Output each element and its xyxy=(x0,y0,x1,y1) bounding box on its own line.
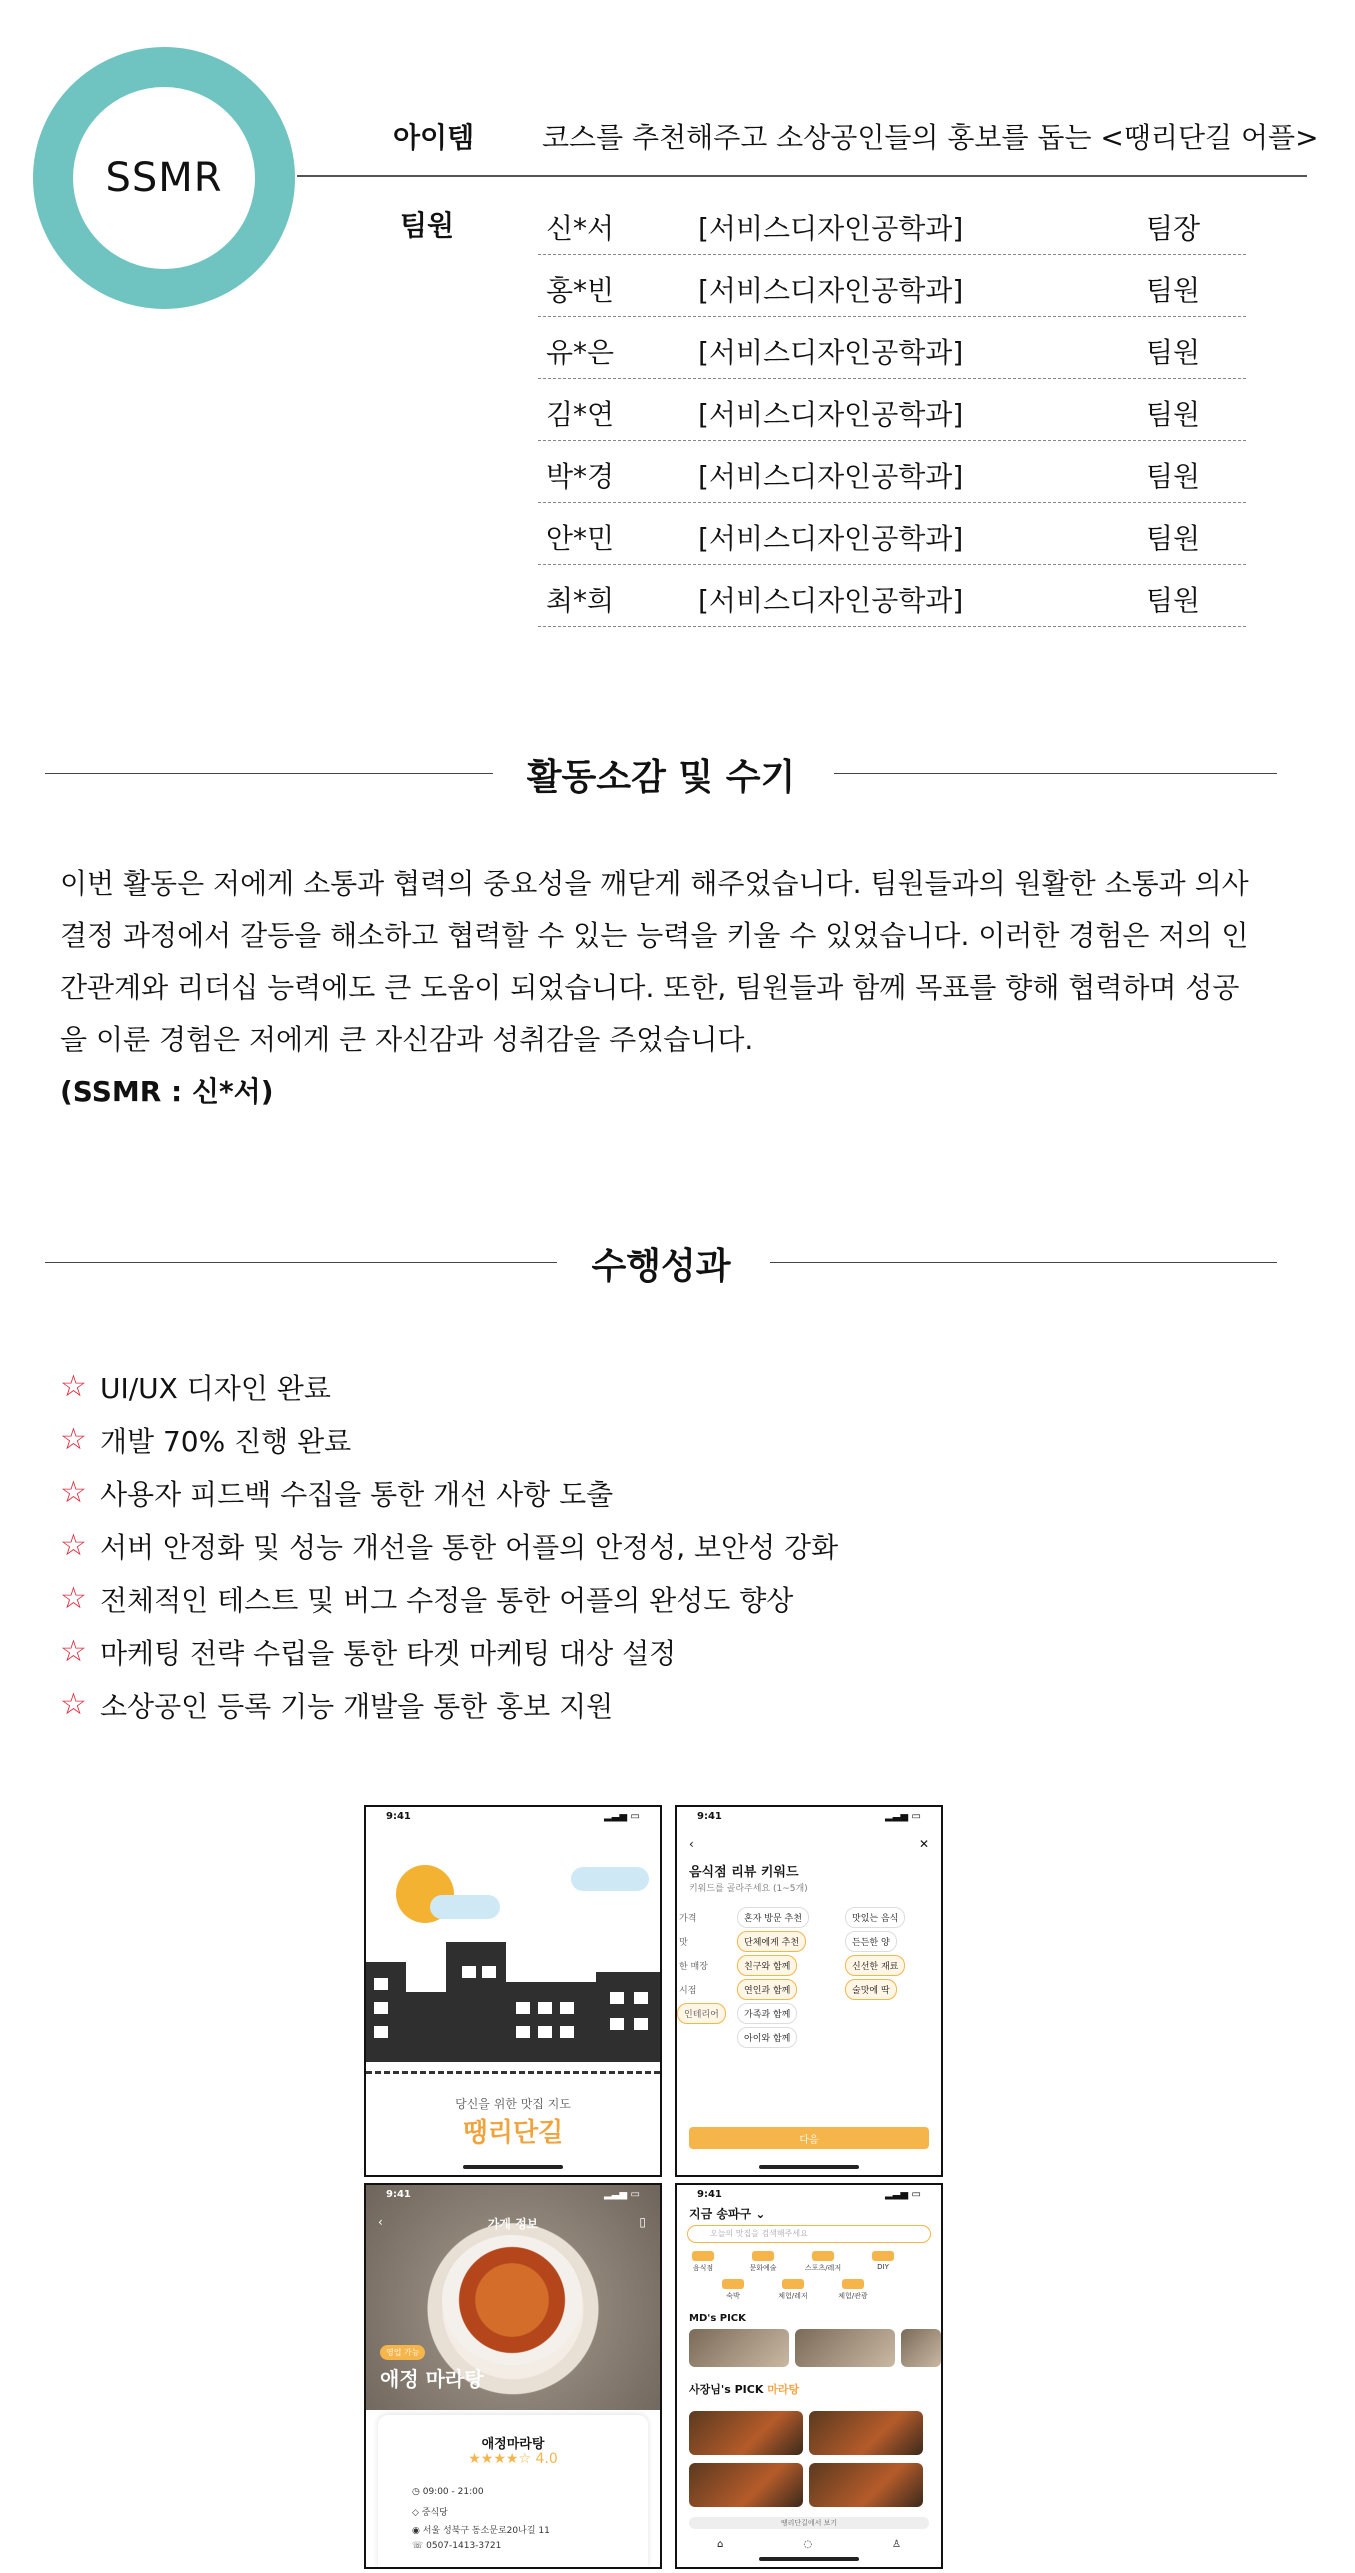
road-illustration xyxy=(366,2071,660,2074)
member-role: 팀원 xyxy=(1146,584,1201,617)
list-item xyxy=(60,1466,1160,1519)
keyword-chip[interactable]: 연인과 함께 xyxy=(737,1979,797,2000)
store-screen-mockup xyxy=(364,2183,662,2569)
member-department: [서비스디자인공학과] xyxy=(698,336,964,369)
keyword-chip[interactable]: 가족과 함께 xyxy=(737,2003,797,2024)
close-icon[interactable]: ✕ xyxy=(918,1837,929,1851)
status-bar xyxy=(677,1807,941,1829)
keyword-row-label: 한 매장 xyxy=(679,1962,708,1972)
category-icon xyxy=(782,2279,804,2289)
keyword-chip[interactable]: 술맛에 딱 xyxy=(845,1979,897,2000)
member-role: 팀원 xyxy=(1146,274,1201,307)
location-selector[interactable]: 지금 송파구 ⌄ xyxy=(689,2207,766,2221)
home-icon[interactable]: ⌂ xyxy=(716,2539,724,2550)
achievement-text: UI/UX 디자인 완료 xyxy=(100,1371,331,1405)
view-more-button[interactable]: 땡리단길에서 보기 xyxy=(689,2517,929,2529)
achievement-text: 개발 70% 진행 완료 xyxy=(100,1424,352,1458)
member-department: [서비스디자인공학과] xyxy=(698,584,964,617)
back-icon[interactable]: ‹ xyxy=(689,1837,694,1851)
keyword-chip[interactable]: 든든한 양 xyxy=(845,1931,897,1952)
home-indicator xyxy=(759,2165,859,2169)
list-item xyxy=(60,1572,1160,1625)
home-indicator xyxy=(463,2165,563,2169)
achievement-list xyxy=(60,1360,1160,1731)
owner-pick-card[interactable] xyxy=(809,2463,923,2507)
category-icon xyxy=(812,2251,834,2261)
keyword-row-label: 맛 xyxy=(679,1938,688,1948)
md-pick-card[interactable] xyxy=(689,2329,789,2367)
category-item[interactable]: 음식점 xyxy=(683,2251,723,2273)
keyword-chip[interactable]: 단체에게 추천 xyxy=(737,1931,806,1952)
city-skyline-illustration xyxy=(366,1922,660,2062)
team-logo-text: SSMR xyxy=(105,155,223,201)
category-icon xyxy=(842,2279,864,2289)
store-name: 애정 마라탕 xyxy=(380,2367,484,2391)
status-bar xyxy=(366,2185,660,2207)
item-label: 아이템 xyxy=(393,121,475,154)
achievement-text: 서버 안정화 및 성능 개선을 통한 어플의 안정성, 보안성 강화 xyxy=(100,1530,839,1564)
member-name: 신*서 xyxy=(546,212,615,245)
member-name: 홍*빈 xyxy=(546,274,615,307)
store-screen-title: 가게 정보 xyxy=(487,2217,539,2231)
category-item[interactable]: 체험/관광 xyxy=(833,2279,873,2301)
achievement-text: 전체적인 테스트 및 버그 수정을 통한 어플의 완성도 향상 xyxy=(100,1583,794,1617)
keyword-title: 음식점 리뷰 키워드 xyxy=(689,1865,799,1880)
member-name: 안*민 xyxy=(546,522,615,555)
tag-icon: ◇ xyxy=(412,2508,422,2518)
back-icon[interactable]: ‹ xyxy=(378,2215,383,2229)
tab-bar xyxy=(677,2539,941,2553)
member-row xyxy=(538,193,1246,255)
status-time: 9:41 xyxy=(697,2189,722,2200)
member-name: 유*은 xyxy=(546,336,615,369)
list-item xyxy=(60,1360,1160,1413)
category-icon xyxy=(752,2251,774,2261)
keyword-chip[interactable]: 친구와 함께 xyxy=(737,1955,797,1976)
food-image xyxy=(442,2235,582,2365)
list-item xyxy=(60,1519,1160,1572)
cloud-illustration xyxy=(571,1867,649,1891)
status-time: 9:41 xyxy=(386,1811,411,1822)
keyword-chip[interactable]: 혼자 방문 추천 xyxy=(737,1907,809,1928)
splash-screen-mockup xyxy=(364,1805,662,2177)
keyword-row-label: 인테리어 xyxy=(677,2003,726,2024)
keyword-subtitle: 키워드를 골라주세요 (1~5개) xyxy=(689,1884,808,1894)
member-roster xyxy=(538,193,1246,627)
member-name: 박*경 xyxy=(546,460,615,493)
achievement-text: 소상공인 등록 기능 개발을 통한 홍보 지원 xyxy=(100,1689,614,1723)
member-name: 최*희 xyxy=(546,584,615,617)
status-time: 9:41 xyxy=(697,1811,722,1822)
member-department: [서비스디자인공학과] xyxy=(698,522,964,555)
member-row xyxy=(538,565,1246,627)
member-department: [서비스디자인공학과] xyxy=(698,274,964,307)
status-badge: 영업 가능 xyxy=(380,2345,425,2360)
member-role: 팀원 xyxy=(1146,522,1201,555)
category-item[interactable]: 스포츠/레저 xyxy=(803,2251,843,2273)
category-item[interactable]: 문화예술 xyxy=(743,2251,783,2273)
home-screen-mockup xyxy=(675,2183,943,2569)
member-name: 김*연 xyxy=(546,398,615,431)
bookmark-icon[interactable]: ▯ xyxy=(639,2215,646,2229)
list-item xyxy=(60,1678,1160,1731)
reflection-heading-bar xyxy=(45,743,1277,803)
star-icon: ☆ xyxy=(60,1581,87,1616)
owner-pick-card[interactable] xyxy=(689,2463,803,2507)
member-department: [서비스디자인공학과] xyxy=(698,398,964,431)
member-row xyxy=(538,255,1246,317)
category-icon xyxy=(692,2251,714,2261)
star-icon: ☆ xyxy=(60,1687,87,1722)
battery-icon: ▂▃▅ ▭ xyxy=(603,1811,640,1822)
list-item xyxy=(60,1625,1160,1678)
keyword-screen-mockup xyxy=(675,1805,943,2177)
achievement-text: 사용자 피드백 수집을 통한 개선 사항 도출 xyxy=(100,1477,614,1511)
md-pick-card[interactable] xyxy=(901,2329,941,2367)
clock-icon: ◷ xyxy=(412,2487,423,2497)
app-logo: 땡리단길 xyxy=(462,2118,564,2148)
owner-pick-card[interactable] xyxy=(809,2411,923,2455)
keyword-chip[interactable]: 맛있는 음식 xyxy=(845,1907,905,1928)
keyword-row-label: 가격 xyxy=(679,1914,697,1924)
keyword-chip[interactable]: 신선한 재료 xyxy=(845,1955,905,1976)
md-pick-card[interactable] xyxy=(795,2329,895,2367)
store-category: ◇ 중식당 xyxy=(412,2508,448,2518)
member-department: [서비스디자인공학과] xyxy=(698,460,964,493)
star-icon: ☆ xyxy=(60,1475,87,1510)
category-item[interactable]: 체험/레저 xyxy=(773,2279,813,2301)
item-description: 코스를 추천해주고 소상공인들의 홍보를 돕는 <땡리단길 어플> xyxy=(542,121,1319,154)
category-item[interactable]: DIY xyxy=(863,2251,903,2271)
chevron-down-icon: ⌄ xyxy=(755,2207,766,2221)
star-icon: ☆ xyxy=(60,1528,87,1563)
store-address: ◉ 서울 성북구 동소문로20나길 11 xyxy=(412,2526,550,2536)
md-pick-heading: MD's PICK xyxy=(689,2313,746,2324)
map-icon[interactable]: ◌ xyxy=(803,2539,813,2550)
battery-icon: ▂▃▅ ▭ xyxy=(884,2189,921,2200)
rating-value: 4.0 xyxy=(535,2451,558,2467)
star-icon: ★★★★☆ xyxy=(468,2451,532,2467)
heading-rule-right xyxy=(834,773,1277,774)
achievement-text: 마케팅 전략 수립을 통한 타겟 마케팅 대상 설정 xyxy=(100,1636,677,1670)
member-row xyxy=(538,503,1246,565)
rating-stars xyxy=(378,2451,648,2467)
status-bar xyxy=(366,1807,660,1829)
results-heading-bar xyxy=(45,1232,1277,1292)
profile-icon[interactable]: ♙ xyxy=(892,2539,901,2550)
category-item[interactable]: 숙박 xyxy=(713,2279,753,2301)
next-button[interactable]: 다음 xyxy=(689,2127,929,2149)
member-row xyxy=(538,379,1246,441)
reflection-heading: 활동소감 및 수기 xyxy=(526,757,796,798)
heading-rule-right xyxy=(770,1262,1277,1263)
member-role: 팀원 xyxy=(1146,398,1201,431)
member-department: [서비스디자인공학과] xyxy=(698,212,964,245)
category-icon xyxy=(722,2279,744,2289)
header-divider xyxy=(297,175,1307,177)
star-icon: ☆ xyxy=(60,1422,87,1457)
splash-tagline: 당신을 위한 맛집 지도 xyxy=(455,2097,571,2111)
location-icon: ◉ xyxy=(412,2526,423,2536)
cloud-illustration xyxy=(430,1895,500,1919)
reflection-signature: (SSMR : 신*서) xyxy=(60,1075,274,1108)
search-input[interactable]: 오늘의 맛집을 검색해주세요 xyxy=(687,2225,931,2243)
results-heading: 수행성과 xyxy=(591,1246,731,1287)
store-phone: ☏ 0507-1413-3721 xyxy=(412,2541,502,2551)
member-role: 팀원 xyxy=(1146,460,1201,493)
status-time: 9:41 xyxy=(386,2189,411,2200)
owner-pick-card[interactable] xyxy=(689,2411,803,2455)
home-indicator xyxy=(759,2557,859,2561)
reflection-body: 이번 활동은 저에게 소통과 협력의 중요성을 깨닫게 해주었습니다. 팀원들과의 원활한 소통과 의사결정 과정에서 갈등을 해소하고 협력할 수 있는 능력을 키울 수 있었습니다. 이러한 경험은 저의 인간관계와 리더십 능력에도 큰 도움이 되었습니다. 또한, 팀원들과 함께 목표를 향해 협력하며 성공을 이룬 경험은 저에게 큰 자신감과 성취감을 주었습니다. xyxy=(60,867,1249,1056)
member-role: 팀원 xyxy=(1146,336,1201,369)
star-icon: ☆ xyxy=(60,1369,87,1404)
battery-icon: ▂▃▅ ▭ xyxy=(603,2189,640,2200)
member-row xyxy=(538,441,1246,503)
team-logo xyxy=(33,47,295,309)
status-bar xyxy=(677,2185,941,2207)
store-info-card xyxy=(378,2415,648,2567)
keyword-chip[interactable]: 아이와 함께 xyxy=(737,2027,797,2048)
member-role: 팀장 xyxy=(1146,212,1201,245)
star-icon: ☆ xyxy=(60,1634,87,1669)
member-row xyxy=(538,317,1246,379)
members-label: 팀원 xyxy=(400,209,455,242)
store-card-name: 애정마라탕 xyxy=(481,2437,545,2452)
keyword-row-label: 시점 xyxy=(679,1986,697,1996)
category-icon xyxy=(872,2251,894,2261)
store-hours: ◷ 09:00 - 21:00 xyxy=(412,2487,484,2497)
owner-pick-heading: 사장님's PICK 마라탕 xyxy=(689,2383,800,2396)
list-item xyxy=(60,1413,1160,1466)
phone-icon: ☏ xyxy=(412,2541,427,2551)
battery-icon: ▂▃▅ ▭ xyxy=(884,1811,921,1822)
